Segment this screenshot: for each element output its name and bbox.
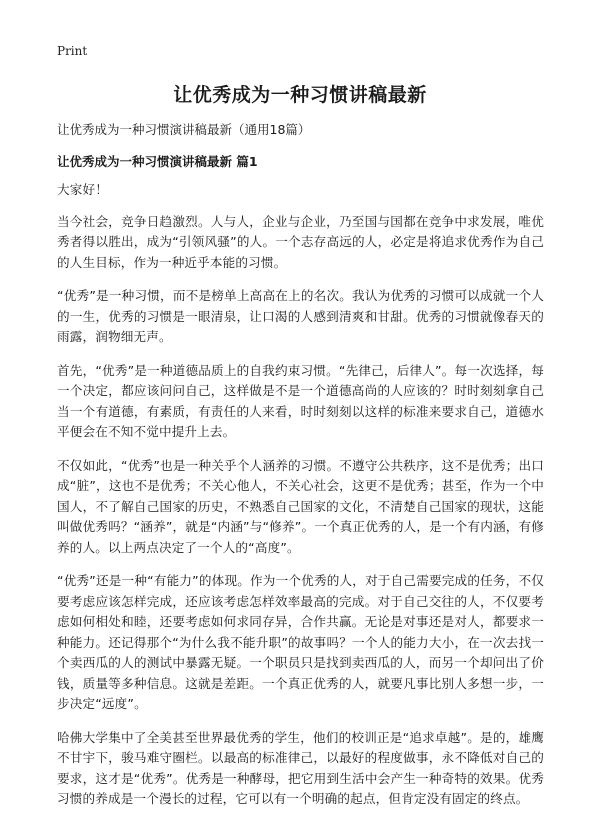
paragraph: 首先，“优秀”是一种道德品质上的自我约束习惯。“先律己，后律人”。每一次选择，每一个决定，都应该问问自己，这样做是不是一个道德高尚的人应该的？时时刻刻拿自己当一个有道德，有素质，有责任的人来看，时时刻刻以这样的标准来要求自己，道德水平便会在不知不觉中提升上去。 [57, 362, 544, 439]
paragraph: “优秀”是一种习惯，而不是榜单上高高在上的名次。我认为优秀的习惯可以成就一个人的一生，优秀的习惯是一眼清泉，让口渴的人感到清爽和甘甜。优秀的习惯就像春天的雨露，润物细无声。 [57, 288, 544, 344]
page-title: 让优秀成为一种习惯讲稿最新 [173, 84, 427, 106]
paragraph: 当今社会，竞争日趋激烈。人与人，企业与企业，乃至国与国都在竞争中求发展，唯优秀者得以胜出，成为“引领风骚”的人。一个志存高远的人，必定是将追求优秀作为自己的人生目标，作为一种近乎本能的习惯。 [57, 213, 544, 270]
paragraph-greeting: 大家好！ [57, 182, 108, 197]
document-subtitle: 让优秀成为一种习惯演讲稿最新（通用18篇） [57, 122, 311, 137]
paragraph: “优秀”还是一种“有能力”的体现。作为一个优秀的人，对于自己需要完成的任务，不仅要考虑应该怎样完成，还应该考虑怎样效率最高的完成。对于自己交往的人，不仅要考虑如何相处和睦，还要考虑如何求同存异，合作共赢。无论是对事还是对人，都要求一种能力。还记得那个“为什么我不能升职”的故事吗？一个人的能力大小，在一次去找一个卖西瓜的人的测试中暴露无疑。一个职员只是找到卖西瓜的人，而另一个却问出了价钱，质量等多种信息。这就是差距。一个真正优秀的人，就要凡事比别人多想一步，一步决定“远度”。 [57, 573, 544, 711]
paragraph: 哈佛大学集中了全美甚至世界最优秀的学生，他们的校训正是“追求卓越”。是的，雄鹰不甘宇下，骏马难守圈栏。以最高的标准律己，以最好的程度做事，永不降低对自己的要求，这才是“优秀”。优秀是一种酵母，把它用到生活中会产生一种奇特的效果。优秀习惯的养成是一个漫长的过程，它可以有一个明确的起点，但肯定没有固定的终点。 [57, 729, 544, 806]
paragraph: 不仅如此，“优秀”也是一种关乎个人涵养的习惯。不遵守公共秩序，这不是优秀；出口成“脏”，这也不是优秀；不关心他人，不关心社会，这更不是优秀；甚至，作为一个中国人，不了解自己国家的历史，不熟悉自己国家的文化，不清楚自己国家的现状，这能叫做优秀吗？“涵养”，就是“内涵”与“修养”。一个真正优秀的人，是一个有内涵，有修养的人。以上两点决定了一个人的“高度”。 [57, 457, 544, 555]
section-heading: 让优秀成为一种习惯演讲稿最新 篇1 [57, 154, 258, 169]
speech-body [57, 180, 544, 823]
print-link[interactable]: Print [57, 44, 88, 58]
